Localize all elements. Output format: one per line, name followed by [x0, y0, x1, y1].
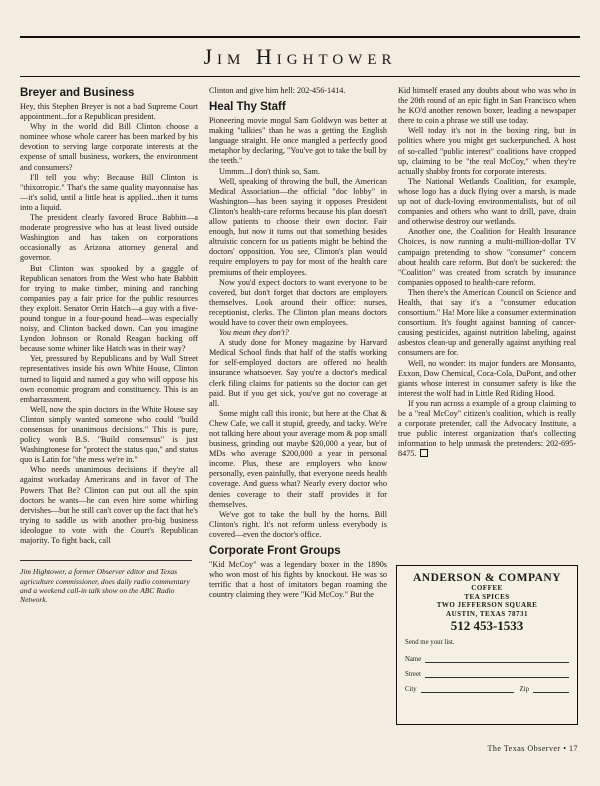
ad-street-field[interactable] [405, 663, 569, 678]
paragraph: "Kid McCoy" was a legendary boxer in the 1890s who won most of his fights by knockout. He was so terrific that a host of imitators began roaming the country claiming they were "Kid McCoy." But the [209, 560, 387, 600]
paragraph [398, 399, 576, 460]
page-footer: The Texas Observer • 17 [487, 744, 578, 753]
advertisement-box [396, 565, 578, 725]
paragraph: Some might call this ironic, but here at the Chat & Chew Cafe, we call it stupid, greedy, and tacky. We're not talking here about your average mom & pop small business, grinding out maybe $20,000 a year, but of MDs who average $200,000 a year in personal income. Plus, these are employers who know personally, even painfully, that everyone needs health coverage. And guess what? Nearly every doctor who denies coverage to their staff provides it for themselves. [209, 408, 387, 509]
paragraph: Then there's the American Council on Science and Health, that say it's a "consumer education consortium." Ha! More like a consumer extermination consortium. It's fought against banning of cancer-causing pesticides, against nutrition labeling, against asbestos clean-up and generally against anything real consumers are for. [398, 287, 576, 358]
ad-zip-label: Zip [519, 686, 529, 693]
ad-company-name: ANDERSON & COMPANY [412, 572, 562, 584]
paragraph: Who needs unanimous decisions if they're all against workaday Americans and in favor of The Powers That Be? Clinton can put out all the spin doctors he wants—he can even hire some whirling dervishes—but he still can't cover up the fact that he's trying to saddle us with another pro-big business ideologue to vote with the Court's Republican majority. To fight back, call [20, 465, 198, 546]
paragraph: Well today it's not in the boxing ring, but in politics where you might get suckerpunched. A host of so-called "public interest" coalitions have cropped up, claiming to be "the real McCoy," when they're actually shabby fronts for corporate interests. [398, 126, 576, 176]
author-bio: Jim Hightower, a former Observer editor and Texas agriculture commissioner, does daily radio commentary and a weekend call-in talk show on the ABC Radio Network. [20, 567, 190, 605]
ad-line: COFFEE [471, 584, 503, 592]
ad-city-label: City [405, 686, 417, 693]
paragraph: We've got to take the bull by the horns. Bill Clinton's right. It's not reform unless everybody is covered—even the doctor's office. [209, 509, 387, 539]
paragraph: A study done for Money magazine by Harvard Medical School finds that half of the staffs working for self-employed doctors are offered no health insurance whatsoever. Say you're a doctor's medical clerk filing claims for patients so the doctor can get paid. But if you get sick, you've got no coverage at all. [209, 338, 387, 408]
ad-send-text: Send me your list. [405, 639, 455, 646]
ad-address-street: TWO JEFFERSON SQUARE [436, 601, 538, 609]
column-1 [20, 86, 198, 605]
paragraph: I'll tell you why: Because Bill Clinton is "thixotropic." That's the same quality mayonnaise has—it's solid, until a little heat is applied...then it turns into a liquid. [20, 172, 198, 212]
bio-divider [20, 560, 192, 561]
paragraph: Ummm...I don't think so, Sam. [219, 166, 320, 176]
ad-phone: 512 453-1533 [450, 618, 524, 633]
column-3 [398, 86, 576, 459]
ad-address-city: AUSTIN, TEXAS 78731 [446, 609, 528, 618]
ad-name-field[interactable] [405, 648, 569, 663]
paragraph: Why in the world did Bill Clinton choose a nominee whose whole career has been marked by his devotion to serving large corporate interests at the expense of small business, workers, the environment and consumers? [20, 122, 198, 172]
paragraph-text: If you run across a example of a group claiming to be a "real McCoy" citizen's coalition, which is really a corporate pretender, call the Advocacy Institute, a true public interest organization that's collecting information to help unmask the pretenders: 202-695-8475. [398, 398, 576, 459]
paragraph: Clinton and give him hell: 202-456-1414. [209, 86, 346, 95]
paragraph: Well, no wonder: its major funders are Monsanto, Exxon, Dow Chemical, Coca-Cola, DuPont, and other giants whose interest in consumer safety is like the interest the wolf had in Little Red Riding Hood. [398, 358, 576, 398]
paragraph: Well, speaking of throwing the bull, the American Medical Association—the official "doc lobby" in Washington—has been saying it opposes President Clinton's health-care reforms because his plan doesn't allow patients to choose their own doctor. Fair enough, but now it turns out that something besides altruistic concern for us patients might be behind the doctors' opposition. You see, Clinton's plan would require employers to pay for most of the health care premiums of their employees. [209, 176, 387, 277]
masthead-rule [20, 76, 580, 77]
paragraph: Well, now the spin doctors in the White House say Clinton simply wanted someone who could "build consensus for unanimous decisions." This is pure, policy wonk B.S. "Build consensus" is just Washingtonese for "protect the status quo," and status quo is Latin for "the mess we're in." [20, 404, 198, 465]
ad-name-label: Name [405, 656, 422, 663]
paragraph: Hey, this Stephen Breyer is not a bad Supreme Court appointment...for a Republican president. [20, 102, 198, 122]
paragraph: Pioneering movie mogul Sam Goldwyn was better at making "talkies" than he was a getting the English language straight. He once mangled a perfectly good metaphor by declaring, "You've got to take the bull by the teeth." [209, 116, 387, 166]
column-masthead: Jim Hightower [203, 44, 397, 69]
ad-street-label: Street [405, 671, 421, 678]
paragraph: Another one, the Coalition for Health Insurance Choices, is now running a multi-million-dollar TV campaign pretending to show "consumer" concern about health care reform. But don't be suckered: the "Coalition" was created from scratch by insurance companies opposed to health-care reform. [398, 227, 576, 287]
paragraph: The National Wetlands Coalition, for example, whose logo has a duck flying over a marsh, is made up not of duck-loving environmentalists, but of oil companies and others who want to drill, pave, drain and otherwise destroy our wetlands. [398, 176, 576, 227]
section-heading-breyer: Breyer and Business [20, 87, 135, 99]
top-rule [20, 36, 580, 38]
paragraph: Kid himself erased any doubts about who was who in the 20th round of an epic fight in San Francisco when he KO'd another renown boxer, leading a newspaper there to coin a phrase we still use today. [398, 86, 576, 126]
paragraph: Now you'd expect doctors to want everyone to be covered, but don't forget that doctors are employers themselves. Look around their office: nurses, receptionist, clerks. The Clinton plan means doctors would have to cover their own employees. [209, 277, 387, 327]
section-heading-heal-thy-staff: Heal Thy Staff [209, 101, 286, 114]
paragraph: Yet, pressured by Republicans and by Wall Street representatives inside his own White House, Clinton turned to liquid and named a guy who will oppose his own economic program and constituency. This is an embarrassment. [20, 354, 198, 404]
paragraph: The president clearly favored Bruce Babbitt—a moderate progressive who has at least lived outside Washington and has taken on corporations occasionally as Arizona attorney general and governor. [20, 213, 198, 263]
ad-city-field[interactable] [405, 678, 569, 693]
italic-line: You mean they don't? [219, 328, 289, 338]
end-mark-icon [420, 449, 428, 457]
paragraph: But Clinton was spooked by a gaggle of Republican senators from the West who hate Babbitt for trying to make timber, mining and ranching companies pay a fair price for the public resources they exploit. Senator Orrin Hatch—a guy with a five-pound tongue in a four-pound head—was especially noisy, and Clinton backed down. Can you imagine Lyndon Johnson or Ronald Reagan backing off because some whiner like Hatch was in their way? [20, 263, 198, 354]
section-heading-corporate-front-groups: Corporate Front Groups [209, 545, 341, 558]
column-2 [209, 86, 387, 600]
ad-line: TEA SPICES [464, 592, 510, 601]
